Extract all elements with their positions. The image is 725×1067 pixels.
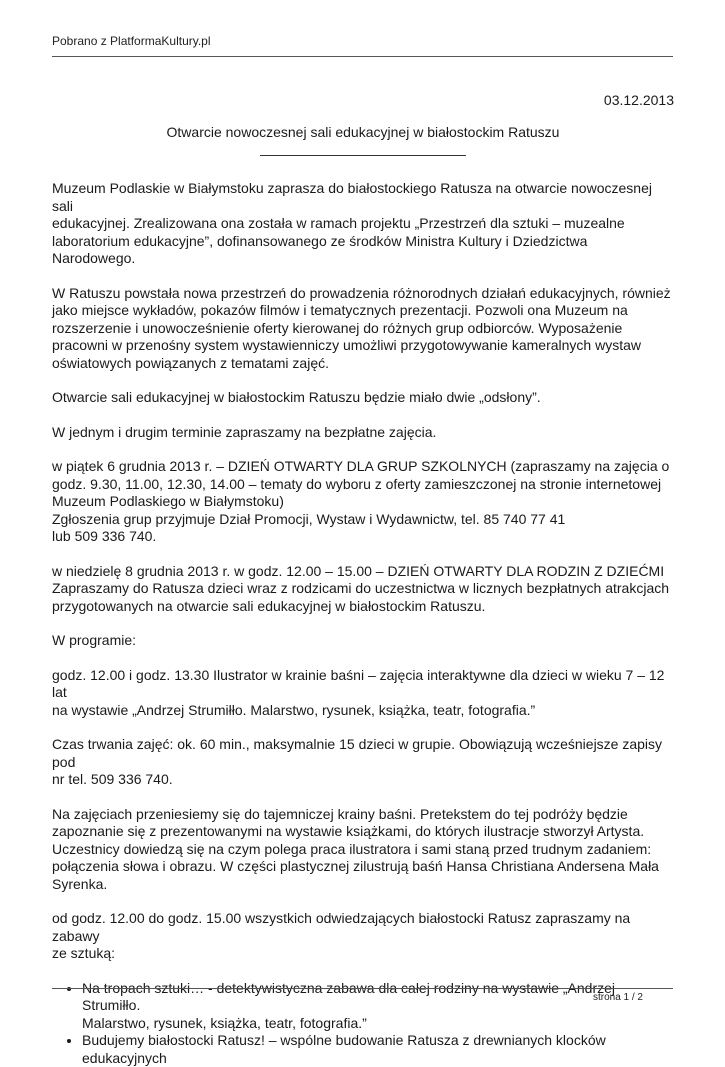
list-item: • Budujemy białostocki Ratusz! – wspólne budowanie Ratusza z drewnianych klocków edukacyjnych bbox=[82, 1032, 674, 1067]
page-number: strona 1 / 2 bbox=[593, 992, 643, 1003]
paragraph-friday-schools: w piątek 6 grudnia 2013 r. – DZIEŃ OTWARTY DLA GRUP SZKOLNYCH (zapraszamy na zajęcia o godz. 9.30, 11.00, 12.30, 14.00 – tematy do wyboru z oferty zamieszczonej na stronie internetowej Muzeum Podlaskiego w Białymstoku) Zgłoszenia grup przyjmuje Dział Promocji, Wystaw i Wydawnictw, tel. 85 740 77 41 lub 509 336 740. bbox=[52, 458, 674, 546]
footer-divider bbox=[52, 988, 673, 989]
paragraph-free-classes: W jednym i drugim terminie zapraszamy na bezpłatne zajęcia. bbox=[52, 424, 674, 442]
page-header-source: Pobrano z PlatformaKultury.pl bbox=[52, 34, 211, 48]
list-item: • Na tropach sztuki… - detektywistyczna zabawa dla całej rodziny na wystawie „Andrzej Strumiłło. Malarstwo, rysunek, książka, teatr, fotografia.” bbox=[82, 980, 674, 1033]
paragraph-art-games: od godz. 12.00 do godz. 15.00 wszystkich odwiedzających białostocki Ratusz zapraszamy na zabawy ze sztuką: bbox=[52, 910, 674, 963]
title-underline bbox=[260, 155, 466, 156]
header-divider bbox=[52, 56, 673, 57]
document-body bbox=[52, 92, 674, 1067]
paragraph-two-sessions: Otwarcie sali edukacyjnej w białostockim Ratuszu będzie miało dwie „odsłony”. bbox=[52, 389, 674, 407]
paragraph-illustrator-workshop: godz. 12.00 i godz. 13.30 Ilustrator w krainie baśni – zajęcia interaktywne dla dzieci w wieku 7 – 12 lat na wystawie „Andrzej Strumiłło. Malarstwo, rysunek, książka, teatr, fotografia.” bbox=[52, 667, 674, 720]
document-title: Otwarcie nowoczesnej sali edukacyjnej w białostockim Ratuszu bbox=[52, 124, 674, 142]
paragraph-program-heading: W programie: bbox=[52, 632, 674, 650]
paragraph-sunday-families: w niedzielę 8 grudnia 2013 r. w godz. 12.00 – 15.00 – DZIEŃ OTWARTY DLA RODZIN Z DZIEĆMI Zapraszamy do Ratusza dzieci wraz z rodzicami do uczestnictwa w licznych bezpłatnych atrakcjach przygotowanych na otwarcie sali edukacyjnej w białostockim Ratuszu. bbox=[52, 563, 674, 616]
paragraph-duration: Czas trwania zajęć: ok. 60 min., maksymalnie 15 dzieci w grupie. Obowiązują wcześniejsze zapisy pod nr tel. 509 336 740. bbox=[52, 736, 674, 789]
paragraph-workshop-description: Na zajęciach przeniesiemy się do tajemniczej krainy baśni. Pretekstem do tej podróży będzie zapoznanie się z prezentowanymi na wystawie książkami, do których ilustracje stworzył Artysta. Uczestnicy dowiedzą się na czym polega praca ilustratora i sami staną przed trudnym zadaniem: połączenia słowa i obrazu. W części plastycznej zilustrują baśń Hansa Christiana Andersena Mała Syrenka. bbox=[52, 806, 674, 894]
document-date: 03.12.2013 bbox=[52, 92, 674, 110]
paragraph-intro: Muzeum Podlaskie w Białymstoku zaprasza do białostockiego Ratusza na otwarcie nowoczesnej sali edukacyjnej. Zrealizowana ona została w ramach projektu „Przestrzeń dla sztuki – muzealne laboratorium edukacyjne”, dofinansowanego ze środków Ministra Kultury i Dziedzictwa Narodowego. bbox=[52, 180, 674, 268]
activities-list bbox=[52, 980, 674, 1067]
paragraph-new-space: W Ratuszu powstała nowa przestrzeń do prowadzenia różnorodnych działań edukacyjnych, również jako miejsce wykładów, pokazów filmów i tematycznych prezentacji. Pozwoli ona Muzeum na rozszerzenie i unowocześnienie oferty kierowanej do różnych grup odbiorców. Wyposażenie pracowni w przenośny system wystawienniczy umożliwi przygotowywanie kameralnych wystaw oświatowych powiązanych z tematami zajęć. bbox=[52, 285, 674, 373]
